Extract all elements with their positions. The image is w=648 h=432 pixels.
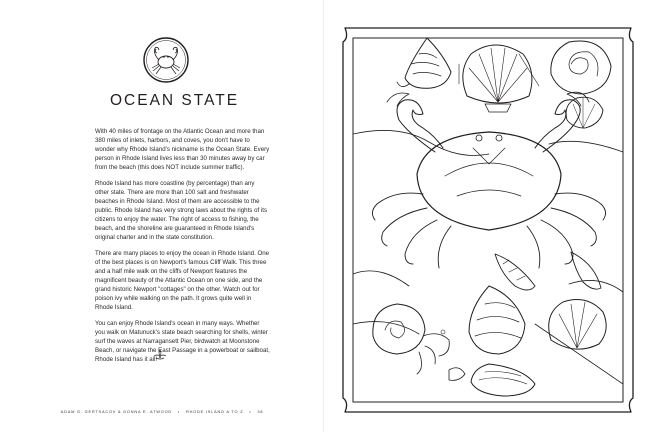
paragraph: You can enjoy Rhode Island's ocean in many ways. Whether you walk on Matunuck's state beach searching for shells, winter surf the waves at Narragansett Pier, birdwatch at Moonstone Beach, or navigate the East Passage in a powerboat or sailboat, Rhode Island has it all! — [95, 320, 270, 363]
footer-book-title: RHODE ISLAND A TO Z — [185, 409, 244, 414]
paragraph: There are many places to enjoy the ocean in Rhode Island. One of the best places is on Newport's famous Cliff Walk. This three and a half mile walk on the cliffs of Newport features the magnificent beauty of the Atlantic Ocean on one side, and the grand historic Newport "cottages" on the other. Watch out for poison ivy while walking on the path. It grows quite well in Rhode Island. — [95, 250, 270, 311]
footer-authors: ADAM G. GERTSACOV & DONNA E. ATWOOD — [60, 409, 173, 414]
footer-page-number: 38 — [257, 409, 264, 414]
fleuron-ornament-icon — [152, 349, 168, 361]
auger-shell-icon — [495, 252, 601, 290]
moon-snail-shell-icon — [551, 41, 611, 94]
page-title: OCEAN STATE — [110, 92, 240, 109]
running-footer — [0, 409, 324, 414]
right-page — [324, 0, 648, 432]
coloring-illustration — [339, 24, 637, 416]
spiral-shell-bottom-icon — [471, 364, 535, 396]
crab-icon — [372, 92, 605, 268]
scallop-shell-bottom-icon — [549, 300, 606, 350]
crab-emblem-icon — [142, 36, 190, 84]
hermit-crab-icon — [373, 304, 449, 374]
body-text — [95, 127, 270, 371]
scallop-shell-small-icon — [566, 97, 603, 128]
footer-separator: • — [177, 409, 181, 414]
paragraph: Rhode Island has more coastline (by percentage) than any other state. There are more than 100 salt and freshwater beaches in Rhode Island. Most of them are accessible to the public. Rhode Island has very strong laws about the rights of its citizens to enjoy the water. The right of access to fishing, the beach, and the shoreline are guaranteed in Rhode Island's original charter and in the state constitution. — [95, 180, 268, 241]
frame-outer — [343, 28, 633, 412]
footer-separator: • — [249, 409, 252, 414]
conch-shell-bottom-icon — [469, 286, 525, 354]
paragraph: With 40 miles of frontage on the Atlantic Ocean and more than 380 miles of inlets, harbors, and coves, you don't have to wonder why Rhode Island's nickname is the Ocean State. Every person in Rhode Island lives less than 30 minutes away by car from the beach (this does NOT include summer traffic). — [95, 128, 270, 171]
conch-shell-top-icon — [397, 38, 451, 88]
small-shell-icon — [449, 368, 465, 381]
scallop-shell-top-icon — [463, 45, 532, 112]
